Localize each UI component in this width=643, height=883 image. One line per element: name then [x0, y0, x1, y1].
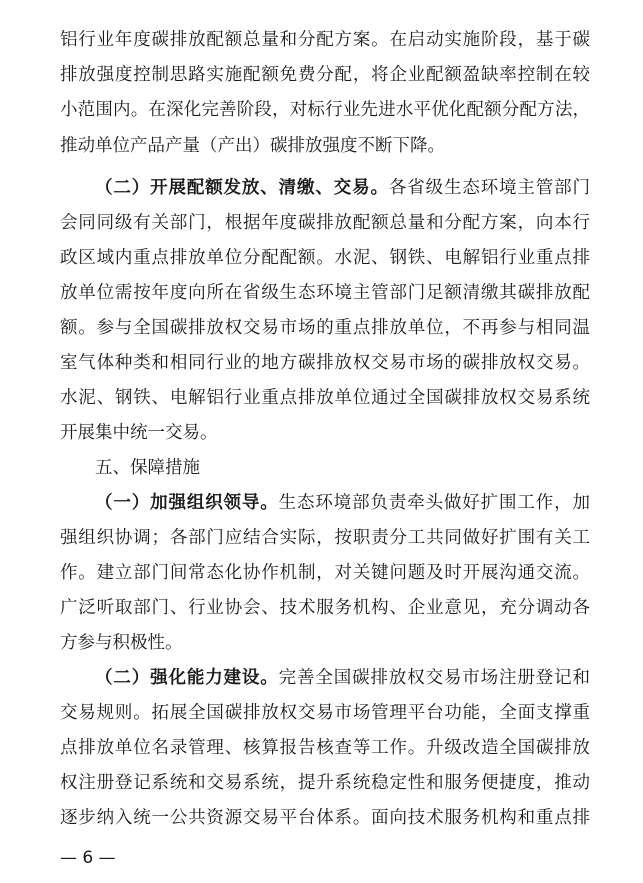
paragraph-line: 广泛听取部门、行业协会、技术服务机构、企业意见，充分调动各 [60, 598, 590, 618]
paragraph-line: 铝行业年度碳排放配额总量和分配方案。在启动实施阶段，基于碳 [60, 30, 590, 50]
paragraph-line: 方参与积极性。 [60, 633, 183, 653]
paragraph-text: 生态环境部负责牵头做好扩围工作，加 [278, 493, 591, 513]
paragraph-line: 额。参与全国碳排放权交易市场的重点排放单位，不再参与相同温 [60, 318, 590, 338]
paragraph-line: 小范围内。在深化完善阶段，对标行业先进水平优化配额分配方法， [60, 100, 590, 120]
paragraph-text: 完善全国碳排放权交易市场注册登记和 [278, 668, 591, 688]
paragraph-line: 开展集中统一交易。 [60, 423, 218, 443]
subheading-bold: （二）强化能力建设。 [95, 668, 279, 688]
paragraph-line: 强组织协调；各部门应结合实际，按职责分工共同做好扩围有关工 [60, 528, 590, 548]
paragraph-line: 作。建立部门间常态化协作机制，对关键问题及时开展沟通交流。 [60, 563, 590, 583]
paragraph-first-line [95, 666, 590, 690]
subheading-bold: （一）加强组织领导。 [95, 493, 279, 513]
paragraph-line: 室气体种类和相同行业的地方碳排放权交易市场的碳排放权交易。 [60, 353, 590, 373]
paragraph-first-line [95, 491, 590, 515]
paragraph-line: 放单位需按年度向所在省级生态环境主管部门足额清缴其碳排放配 [60, 283, 590, 303]
paragraph-line: 权注册登记系统和交易系统，提升系统稳定性和服务便捷度，推动 [60, 773, 590, 793]
paragraph-line: 推动单位产品产量（产出）碳排放强度不断下降。 [60, 136, 445, 156]
paragraph-text: 各省级生态环境主管部门 [388, 178, 591, 198]
paragraph-first-line [95, 176, 590, 200]
paragraph-line: 逐步纳入统一公共资源交易平台体系。面向技术服务机构和重点排 [60, 808, 590, 828]
paragraph-line: 政区域内重点排放单位分配配额。水泥、钢铁、电解铝行业重点排 [60, 248, 590, 268]
paragraph-line: 水泥、钢铁、电解铝行业重点排放单位通过全国碳排放权交易系统 [60, 388, 590, 408]
section-heading: 五、保障措施 [95, 458, 200, 478]
paragraph-line: 交易规则。拓展全国碳排放权交易市场管理平台功能，全面支撑重 [60, 703, 590, 723]
subheading-bold: （二）开展配额发放、清缴、交易。 [95, 178, 389, 198]
paragraph-line: 会同同级有关部门，根据年度碳排放配额总量和分配方案，向本行 [60, 213, 590, 233]
paragraph-line: 点排放单位名录管理、核算报告核查等工作。升级改造全国碳排放 [60, 738, 590, 758]
page-number: — 6 — [60, 848, 116, 868]
paragraph-line: 排放强度控制思路实施配额免费分配，将企业配额盈缺率控制在较 [60, 65, 590, 85]
